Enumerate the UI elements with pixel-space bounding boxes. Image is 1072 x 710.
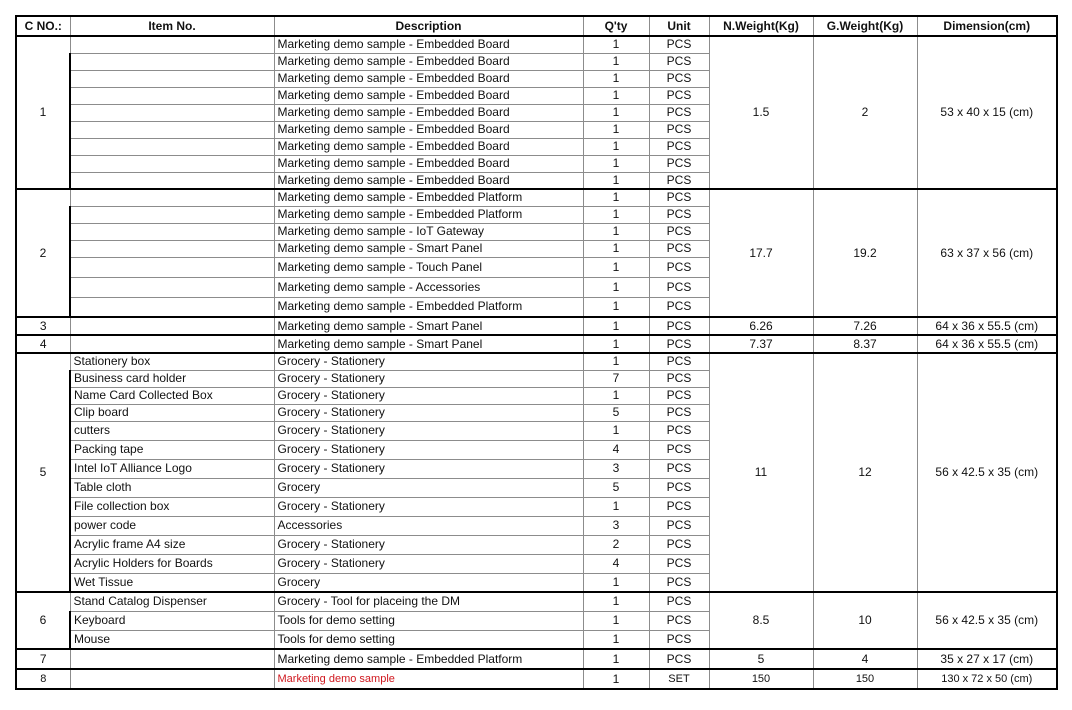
item-description: Marketing demo sample - Embedded Board (274, 36, 583, 53)
item-description: Marketing demo sample - Embedded Board (274, 155, 583, 172)
item-unit: PCS (649, 155, 709, 172)
item-number: Wet Tissue (70, 573, 274, 592)
header-g-weight: G.Weight(Kg) (813, 16, 917, 36)
item-number (70, 121, 274, 138)
item-description: Marketing demo sample - Embedded Board (274, 138, 583, 155)
item-quantity: 1 (583, 335, 649, 353)
item-unit: PCS (649, 121, 709, 138)
carton-dimension: 35 x 27 x 17 (cm) (917, 649, 1057, 669)
item-unit: PCS (649, 421, 709, 440)
item-unit: PCS (649, 478, 709, 497)
item-quantity: 1 (583, 257, 649, 277)
item-description: Marketing demo sample - Embedded Board (274, 121, 583, 138)
table-row (16, 649, 1057, 669)
item-unit: PCS (649, 172, 709, 189)
item-unit: PCS (649, 630, 709, 649)
item-quantity: 1 (583, 223, 649, 240)
item-quantity: 1 (583, 649, 649, 669)
item-number (70, 53, 274, 70)
item-unit: PCS (649, 277, 709, 297)
header-dimension: Dimension(cm) (917, 16, 1057, 36)
item-quantity: 5 (583, 404, 649, 421)
item-unit: PCS (649, 353, 709, 370)
item-description: Accessories (274, 516, 583, 535)
gross-weight: 150 (813, 669, 917, 689)
item-description: Marketing demo sample - Embedded Board (274, 87, 583, 104)
header-row (16, 16, 1057, 36)
item-quantity: 1 (583, 317, 649, 335)
item-description: Marketing demo sample (274, 669, 583, 689)
item-quantity: 1 (583, 669, 649, 689)
item-quantity: 1 (583, 297, 649, 317)
item-unit: PCS (649, 317, 709, 335)
item-number (70, 36, 274, 53)
table-row (16, 353, 1057, 370)
gross-weight: 7.26 (813, 317, 917, 335)
item-number (70, 155, 274, 172)
item-description: Marketing demo sample - Embedded Platform (274, 206, 583, 223)
item-number (70, 277, 274, 297)
carton-dimension: 130 x 72 x 50 (cm) (917, 669, 1057, 689)
table-row (16, 317, 1057, 335)
item-unit: PCS (649, 387, 709, 404)
item-description: Marketing demo sample - Embedded Board (274, 53, 583, 70)
header-qty: Q'ty (583, 16, 649, 36)
item-unit: PCS (649, 649, 709, 669)
item-number: Keyboard (70, 611, 274, 630)
item-number: Table cloth (70, 478, 274, 497)
table-row (16, 36, 1057, 53)
item-unit: PCS (649, 223, 709, 240)
item-quantity: 1 (583, 277, 649, 297)
item-description: Grocery - Stationery (274, 387, 583, 404)
item-description: Marketing demo sample - Embedded Board (274, 104, 583, 121)
item-description: Tools for demo setting (274, 611, 583, 630)
item-quantity: 1 (583, 53, 649, 70)
item-number: Business card holder (70, 370, 274, 387)
item-description: Marketing demo sample - Embedded Platform (274, 297, 583, 317)
item-unit: PCS (649, 459, 709, 478)
item-number (70, 87, 274, 104)
item-quantity: 1 (583, 611, 649, 630)
item-quantity: 1 (583, 189, 649, 206)
table-row (16, 335, 1057, 353)
table-row (16, 592, 1057, 611)
net-weight: 8.5 (709, 592, 813, 649)
item-number: Mouse (70, 630, 274, 649)
item-quantity: 1 (583, 155, 649, 172)
carton-dimension: 56 x 42.5 x 35 (cm) (917, 592, 1057, 649)
item-quantity: 1 (583, 36, 649, 53)
item-number: Acrylic frame A4 size (70, 535, 274, 554)
gross-weight: 8.37 (813, 335, 917, 353)
gross-weight: 19.2 (813, 189, 917, 317)
carton-number: 6 (16, 592, 70, 649)
net-weight: 150 (709, 669, 813, 689)
item-description: Marketing demo sample - Smart Panel (274, 240, 583, 257)
item-number: Intel IoT Alliance Logo (70, 459, 274, 478)
item-number (70, 70, 274, 87)
carton-dimension: 53 x 40 x 15 (cm) (917, 36, 1057, 189)
carton-number: 1 (16, 36, 70, 189)
item-description: Grocery - Stationery (274, 353, 583, 370)
item-quantity: 1 (583, 206, 649, 223)
item-unit: PCS (649, 516, 709, 535)
packing-list-body (16, 36, 1057, 689)
item-description: Marketing demo sample - IoT Gateway (274, 223, 583, 240)
item-quantity: 7 (583, 370, 649, 387)
item-description: Grocery - Tool for placeing the DM (274, 592, 583, 611)
header-c-no: C NO.: (16, 16, 70, 36)
item-number: power code (70, 516, 274, 535)
carton-dimension: 63 x 37 x 56 (cm) (917, 189, 1057, 317)
item-unit: PCS (649, 404, 709, 421)
gross-weight: 12 (813, 353, 917, 592)
carton-dimension: 56 x 42.5 x 35 (cm) (917, 353, 1057, 592)
item-description: Marketing demo sample - Embedded Platform (274, 189, 583, 206)
item-quantity: 1 (583, 87, 649, 104)
item-quantity: 1 (583, 240, 649, 257)
gross-weight: 2 (813, 36, 917, 189)
item-unit: PCS (649, 592, 709, 611)
carton-number: 8 (16, 669, 70, 689)
carton-number: 4 (16, 335, 70, 353)
item-description: Grocery (274, 573, 583, 592)
item-description: Grocery - Stationery (274, 459, 583, 478)
item-description: Grocery - Stationery (274, 535, 583, 554)
item-description: Marketing demo sample - Accessories (274, 277, 583, 297)
item-unit: PCS (649, 104, 709, 121)
item-number: Packing tape (70, 440, 274, 459)
table-row (16, 189, 1057, 206)
carton-number: 7 (16, 649, 70, 669)
packing-list-table (15, 15, 1058, 690)
item-unit: PCS (649, 189, 709, 206)
carton-number: 3 (16, 317, 70, 335)
header-unit: Unit (649, 16, 709, 36)
item-number (70, 172, 274, 189)
header-description: Description (274, 16, 583, 36)
item-quantity: 2 (583, 535, 649, 554)
item-unit: PCS (649, 554, 709, 573)
item-quantity: 1 (583, 630, 649, 649)
carton-number: 2 (16, 189, 70, 317)
item-unit: PCS (649, 138, 709, 155)
item-description: Grocery - Stationery (274, 497, 583, 516)
item-unit: PCS (649, 87, 709, 104)
item-quantity: 1 (583, 497, 649, 516)
item-unit: PCS (649, 440, 709, 459)
net-weight: 5 (709, 649, 813, 669)
item-description: Tools for demo setting (274, 630, 583, 649)
item-quantity: 4 (583, 554, 649, 573)
net-weight: 1.5 (709, 36, 813, 189)
item-description: Grocery - Stationery (274, 404, 583, 421)
item-unit: PCS (649, 70, 709, 87)
item-description: Marketing demo sample - Embedded Platform (274, 649, 583, 669)
item-unit: PCS (649, 206, 709, 223)
item-number (70, 297, 274, 317)
item-number: File collection box (70, 497, 274, 516)
item-quantity: 3 (583, 459, 649, 478)
net-weight: 17.7 (709, 189, 813, 317)
header-n-weight: N.Weight(Kg) (709, 16, 813, 36)
item-description: Marketing demo sample - Embedded Board (274, 70, 583, 87)
item-unit: PCS (649, 240, 709, 257)
item-quantity: 1 (583, 121, 649, 138)
item-number (70, 189, 274, 206)
item-unit: PCS (649, 335, 709, 353)
item-number (70, 335, 274, 353)
item-description: Grocery - Stationery (274, 421, 583, 440)
item-quantity: 1 (583, 387, 649, 404)
item-number (70, 223, 274, 240)
item-unit: PCS (649, 257, 709, 277)
carton-dimension: 64 x 36 x 55.5 (cm) (917, 335, 1057, 353)
item-description: Marketing demo sample - Smart Panel (274, 317, 583, 335)
item-unit: PCS (649, 573, 709, 592)
header-item-no: Item No. (70, 16, 274, 36)
item-quantity: 1 (583, 353, 649, 370)
net-weight: 6.26 (709, 317, 813, 335)
item-description: Grocery - Stationery (274, 554, 583, 573)
item-unit: PCS (649, 370, 709, 387)
item-number (70, 317, 274, 335)
item-number: Stationery box (70, 353, 274, 370)
item-quantity: 5 (583, 478, 649, 497)
net-weight: 11 (709, 353, 813, 592)
net-weight: 7.37 (709, 335, 813, 353)
item-description: Grocery - Stationery (274, 370, 583, 387)
item-number (70, 104, 274, 121)
item-description: Marketing demo sample - Embedded Board (274, 172, 583, 189)
gross-weight: 10 (813, 592, 917, 649)
item-number: Acrylic Holders for Boards (70, 554, 274, 573)
item-number (70, 138, 274, 155)
item-quantity: 1 (583, 573, 649, 592)
item-number (70, 669, 274, 689)
item-quantity: 4 (583, 440, 649, 459)
item-number (70, 649, 274, 669)
item-number: Stand Catalog Dispenser (70, 592, 274, 611)
carton-number: 5 (16, 353, 70, 592)
item-number (70, 257, 274, 277)
item-unit: PCS (649, 497, 709, 516)
item-description: Marketing demo sample - Touch Panel (274, 257, 583, 277)
gross-weight: 4 (813, 649, 917, 669)
item-number (70, 240, 274, 257)
item-number: Name Card Collected Box (70, 387, 274, 404)
item-quantity: 1 (583, 592, 649, 611)
item-number: Clip board (70, 404, 274, 421)
item-unit: PCS (649, 297, 709, 317)
item-quantity: 1 (583, 104, 649, 121)
item-unit: PCS (649, 36, 709, 53)
item-number: cutters (70, 421, 274, 440)
item-unit: PCS (649, 611, 709, 630)
item-quantity: 3 (583, 516, 649, 535)
item-description: Grocery (274, 478, 583, 497)
item-quantity: 1 (583, 70, 649, 87)
carton-dimension: 64 x 36 x 55.5 (cm) (917, 317, 1057, 335)
item-quantity: 1 (583, 421, 649, 440)
item-unit: PCS (649, 53, 709, 70)
item-description: Grocery - Stationery (274, 440, 583, 459)
item-quantity: 1 (583, 138, 649, 155)
item-description: Marketing demo sample - Smart Panel (274, 335, 583, 353)
table-row (16, 669, 1057, 689)
item-unit: PCS (649, 535, 709, 554)
item-unit: SET (649, 669, 709, 689)
item-number (70, 206, 274, 223)
item-quantity: 1 (583, 172, 649, 189)
